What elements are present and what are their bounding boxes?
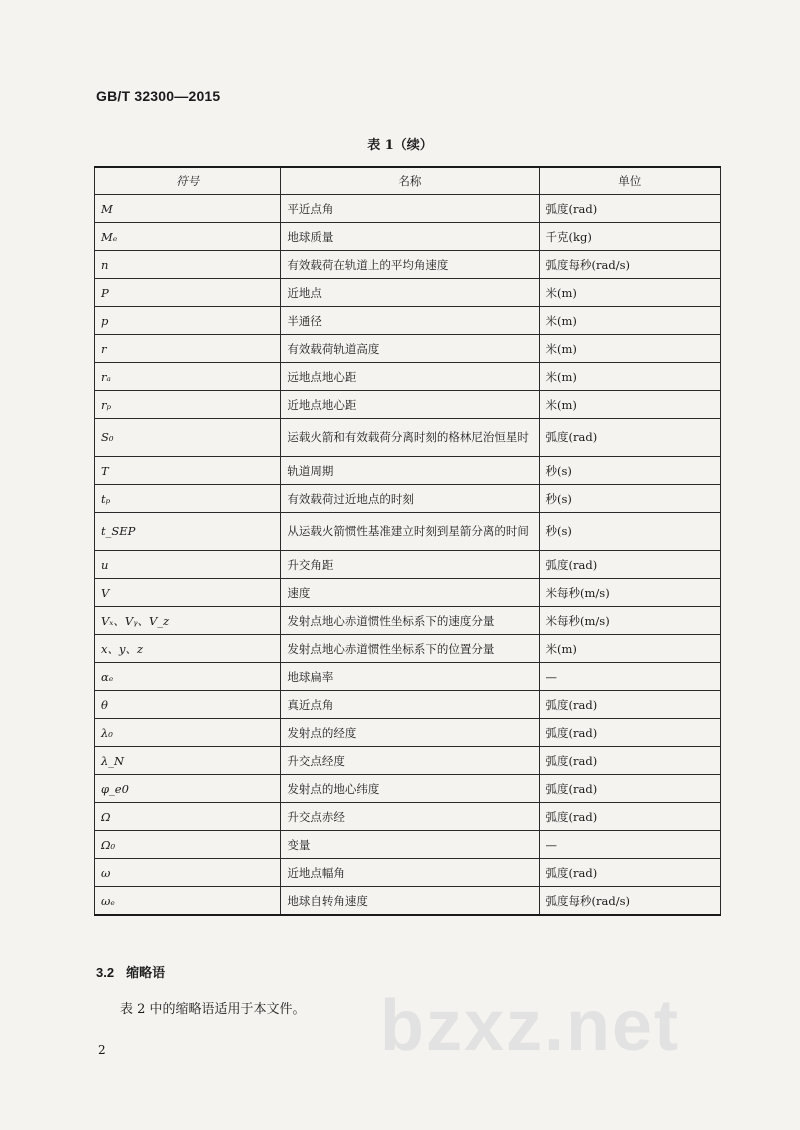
name-cell: 升交角距	[281, 551, 539, 579]
unit-cell: 秒(s)	[539, 485, 720, 513]
symbol-cell: u	[95, 551, 281, 579]
symbol-cell: T	[95, 457, 281, 485]
name-cell: 近地点幅角	[281, 859, 539, 887]
column-header-symbol: 符号	[95, 167, 281, 195]
symbol-cell: ω	[95, 859, 281, 887]
table-row	[95, 831, 721, 859]
unit-cell: 弧度(rad)	[539, 419, 720, 457]
name-cell: 平近点角	[281, 195, 539, 223]
symbol-cell: λ_N	[95, 747, 281, 775]
symbol-cell: M	[95, 195, 281, 223]
symbol-cell: Mₑ	[95, 223, 281, 251]
name-cell: 真近点角	[281, 691, 539, 719]
unit-cell: 米(m)	[539, 279, 720, 307]
unit-cell: 弧度(rad)	[539, 691, 720, 719]
unit-cell: 米(m)	[539, 307, 720, 335]
unit-cell: 米(m)	[539, 363, 720, 391]
name-cell: 发射点地心赤道惯性坐标系下的速度分量	[281, 607, 539, 635]
name-cell: 地球自转角速度	[281, 887, 539, 916]
table-row	[95, 419, 721, 457]
table-row	[95, 859, 721, 887]
symbol-cell: θ	[95, 691, 281, 719]
name-cell: 轨道周期	[281, 457, 539, 485]
unit-cell: —	[539, 831, 720, 859]
symbol-cell: rₚ	[95, 391, 281, 419]
name-cell: 有效载荷轨道高度	[281, 335, 539, 363]
symbol-cell: Ω₀	[95, 831, 281, 859]
table-row	[95, 803, 721, 831]
table-row	[95, 391, 721, 419]
symbol-cell: V	[95, 579, 281, 607]
section-heading	[96, 962, 165, 981]
watermark-logo: bzxz.net	[380, 986, 681, 1066]
table-row	[95, 747, 721, 775]
name-cell: 变量	[281, 831, 539, 859]
name-cell: 地球扁率	[281, 663, 539, 691]
table-body	[95, 195, 721, 916]
name-cell: 半通径	[281, 307, 539, 335]
table-row	[95, 719, 721, 747]
section-body-text: 表 2 中的缩略语适用于本文件。	[120, 1002, 306, 1017]
symbol-cell: r	[95, 335, 281, 363]
table-row	[95, 513, 721, 551]
table-row	[95, 307, 721, 335]
symbol-cell: t_SEP	[95, 513, 281, 551]
unit-cell: 弧度(rad)	[539, 551, 720, 579]
unit-cell: 弧度(rad)	[539, 195, 720, 223]
unit-cell: 米(m)	[539, 391, 720, 419]
name-cell: 从运载火箭惯性基准建立时刻到星箭分离的时间	[281, 513, 539, 551]
symbol-cell: tₚ	[95, 485, 281, 513]
symbol-cell: αₑ	[95, 663, 281, 691]
column-header-unit: 单位	[539, 167, 720, 195]
name-cell: 速度	[281, 579, 539, 607]
page-number: 2	[98, 1043, 106, 1057]
unit-cell: 弧度每秒(rad/s)	[539, 251, 720, 279]
unit-cell: 弧度(rad)	[539, 747, 720, 775]
name-cell: 近地点地心距	[281, 391, 539, 419]
name-cell: 运载火箭和有效载荷分离时刻的格林尼治恒星时	[281, 419, 539, 457]
unit-cell: 秒(s)	[539, 513, 720, 551]
name-cell: 有效载荷在轨道上的平均角速度	[281, 251, 539, 279]
name-cell: 发射点的地心纬度	[281, 775, 539, 803]
table-row	[95, 363, 721, 391]
unit-cell: —	[539, 663, 720, 691]
table-row	[95, 663, 721, 691]
symbols-table	[94, 166, 721, 916]
column-header-name: 名称	[281, 167, 539, 195]
table-row	[95, 635, 721, 663]
table-header-row	[95, 167, 721, 195]
name-cell: 地球质量	[281, 223, 539, 251]
symbol-cell: p	[95, 307, 281, 335]
unit-cell: 米每秒(m/s)	[539, 607, 720, 635]
name-cell: 发射点的经度	[281, 719, 539, 747]
section-number: 3.2	[96, 965, 115, 980]
name-cell: 升交点赤经	[281, 803, 539, 831]
name-cell: 远地点地心距	[281, 363, 539, 391]
table-row	[95, 279, 721, 307]
symbol-cell: φ_e0	[95, 775, 281, 803]
table-row	[95, 457, 721, 485]
symbol-cell: Ω	[95, 803, 281, 831]
symbol-cell: P	[95, 279, 281, 307]
table-row	[95, 887, 721, 916]
table-row	[95, 579, 721, 607]
standard-code: GB/T 32300—2015	[96, 88, 221, 104]
name-cell: 发射点地心赤道惯性坐标系下的位置分量	[281, 635, 539, 663]
unit-cell: 弧度(rad)	[539, 859, 720, 887]
unit-cell: 米(m)	[539, 335, 720, 363]
table-row	[95, 775, 721, 803]
unit-cell: 秒(s)	[539, 457, 720, 485]
table-row	[95, 485, 721, 513]
name-cell: 升交点经度	[281, 747, 539, 775]
unit-cell: 千克(kg)	[539, 223, 720, 251]
table-title: 表 1（续）	[367, 138, 433, 153]
table-row	[95, 551, 721, 579]
table-row	[95, 691, 721, 719]
unit-cell: 米(m)	[539, 635, 720, 663]
table-row	[95, 195, 721, 223]
symbol-cell: ωₑ	[95, 887, 281, 916]
symbol-cell: rₐ	[95, 363, 281, 391]
symbol-cell: n	[95, 251, 281, 279]
table-row	[95, 223, 721, 251]
unit-cell: 米每秒(m/s)	[539, 579, 720, 607]
symbol-cell: S₀	[95, 419, 281, 457]
unit-cell: 弧度每秒(rad/s)	[539, 887, 720, 916]
table-row	[95, 335, 721, 363]
unit-cell: 弧度(rad)	[539, 803, 720, 831]
symbol-cell: x、y、z	[95, 635, 281, 663]
unit-cell: 弧度(rad)	[539, 719, 720, 747]
section-title: 缩略语	[126, 966, 166, 981]
name-cell: 近地点	[281, 279, 539, 307]
table-row	[95, 607, 721, 635]
symbol-cell: λ₀	[95, 719, 281, 747]
name-cell: 有效载荷过近地点的时刻	[281, 485, 539, 513]
symbol-cell: Vₓ、Vᵧ、V_z	[95, 607, 281, 635]
unit-cell: 弧度(rad)	[539, 775, 720, 803]
table-row	[95, 251, 721, 279]
